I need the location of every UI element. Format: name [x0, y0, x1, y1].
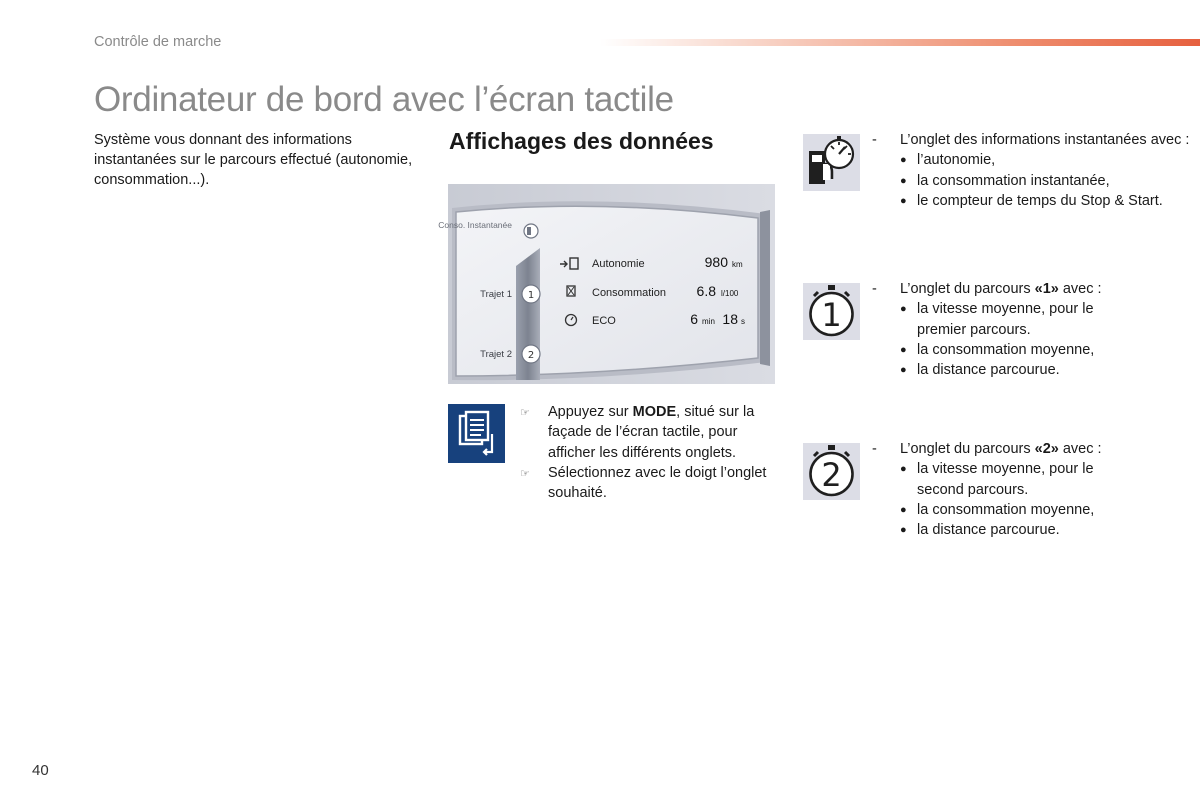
- intro-text: Système vous donnant des informations instantanées sur le parcours effectué (autonomie, consommation...).: [94, 132, 413, 188]
- screen-row-autonomie-unit: km: [732, 260, 743, 269]
- screen-row-eco-min-unit: min: [702, 317, 715, 326]
- screen-row-autonomie-value: 980: [704, 254, 728, 270]
- screen-row-consommation-value: 6.8: [696, 283, 716, 299]
- tab-intro-text: - L’onglet du parcours «1» avec :: [872, 281, 1102, 297]
- tab-icon-trip2: [522, 345, 540, 363]
- trip1-digit: 1: [821, 296, 842, 334]
- list-item: ● la vitesse moyenne, pour le second parcours.: [900, 459, 1110, 500]
- mode-button-icon: [448, 404, 505, 463]
- pointing-hand-icon: ☞: [520, 407, 530, 419]
- instruction-item: ☞ Appuyez sur MODE, situé sur la façade de l’écran tactile, pour afficher les différents onglets.: [520, 404, 755, 461]
- tab-trip2-digit: 2: [527, 350, 535, 361]
- tab-description-instant: [872, 130, 1192, 211]
- list-item: ● la consommation moyenne,: [900, 500, 1192, 520]
- trip1-stopwatch-tab-icon: [803, 283, 860, 340]
- page-title: Ordinateur de bord avec l’écran tactile: [94, 80, 674, 119]
- tab-description-trip2: [872, 439, 1192, 540]
- section-subtitle: Affichages des données: [449, 128, 714, 154]
- screen-row-eco-min-value: 6: [690, 311, 698, 327]
- screen-row-eco-label: ECO: [592, 315, 616, 327]
- instruction-list: [520, 402, 780, 503]
- screen-row-autonomie-label: Autonomie: [592, 258, 645, 270]
- trip2-digit: 2: [821, 456, 842, 494]
- screen-row-consommation-unit: l/100: [721, 289, 739, 298]
- trip2-stopwatch-tab-icon: [803, 443, 860, 500]
- fuel-gauge-tab-icon: [803, 134, 860, 191]
- header-gradient-bar: [600, 39, 1200, 46]
- list-item: ● la distance parcourue.: [900, 520, 1192, 540]
- screen-tab-instant-label: Conso. Instantanée: [438, 220, 512, 230]
- tab-bullet-list: [872, 299, 1192, 380]
- pointing-hand-icon: ☞: [520, 467, 530, 480]
- list-item: ● la distance parcourue.: [900, 360, 1192, 380]
- list-item: ● la consommation moyenne,: [900, 340, 1192, 360]
- tab-bullet-list: [872, 150, 1192, 211]
- screen-row-consommation-label: Consommation: [592, 287, 666, 299]
- touchscreen-illustration: [438, 184, 775, 384]
- screen-row-eco-sec-value: 18: [722, 311, 738, 327]
- tab-bullet-list: [872, 459, 1192, 540]
- tab-trip1-digit: 1: [527, 290, 535, 301]
- list-item: ● l’autonomie,: [900, 150, 1192, 170]
- list-item: ● la vitesse moyenne, pour le premier parcours.: [900, 299, 1110, 340]
- tab-intro-text: - L’onglet du parcours «2» avec :: [872, 441, 1102, 457]
- screen-tab-trip1-label: Trajet 1: [480, 289, 512, 300]
- page-number: 40: [32, 762, 49, 779]
- screen-row-eco-sec-unit: s: [741, 317, 745, 326]
- section-label: Contrôle de marche: [94, 34, 222, 50]
- screen-tab-trip2-label: Trajet 2: [480, 349, 512, 360]
- tab-intro-text: - L’onglet des informations instantanées avec :: [872, 132, 1190, 148]
- tab-description-trip1: [872, 279, 1192, 380]
- instruction-item: ☞ Sélectionnez avec le doigt l’onglet souhaité.: [520, 464, 767, 502]
- list-item: ● la consommation instantanée,: [900, 171, 1192, 191]
- tab-icon-trip1: [522, 285, 540, 303]
- tab-icon-instant: [524, 224, 538, 238]
- list-item: ● le compteur de temps du Stop & Start.: [900, 191, 1192, 211]
